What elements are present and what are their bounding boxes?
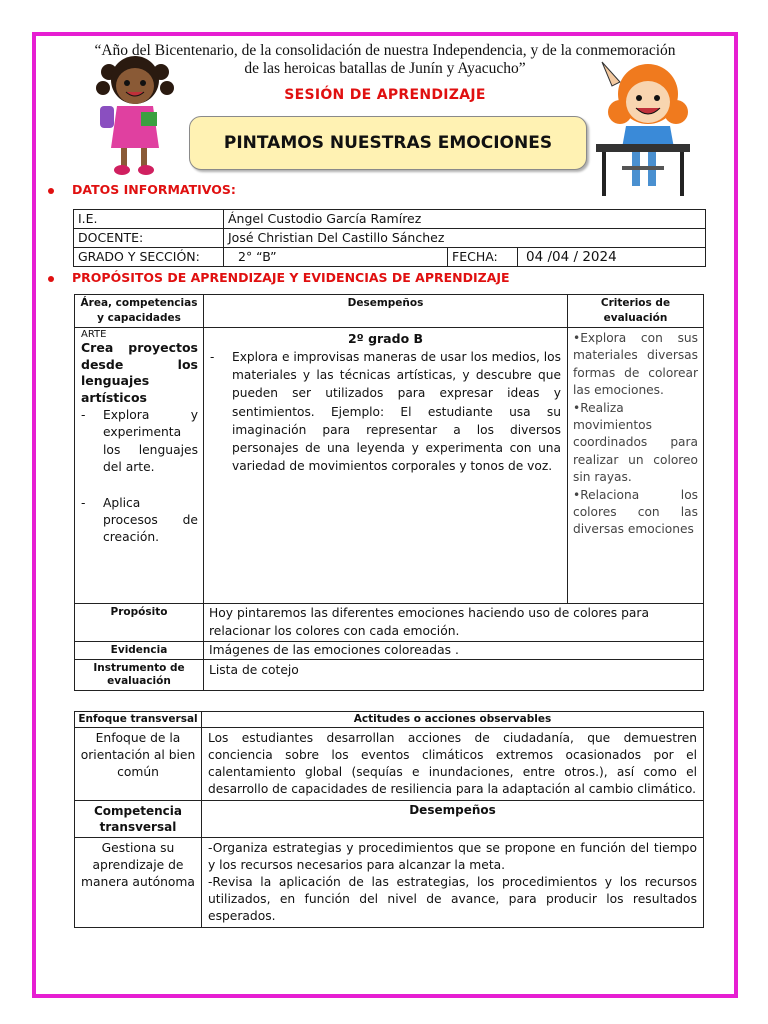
table-row <box>74 248 706 267</box>
header-enfoque: Enfoque transversal <box>75 712 202 728</box>
criterio-item: •Explora con sus materiales diversas formas de colorear las emociones. <box>573 331 698 398</box>
criterios-cell <box>568 328 704 604</box>
instrumento-value: Lista de cotejo <box>204 660 704 691</box>
header-desempenos: Desempeños <box>204 295 568 328</box>
table-header-row <box>75 712 704 728</box>
table-row <box>74 229 706 248</box>
desempeno-item: -Organiza estrategias y procedimientos que se propone en función del tiempo y los recursos necesarios para alcanzar la meta. <box>208 841 697 872</box>
fecha-label: FECHA: <box>448 248 518 267</box>
criterio-item: •Realiza movimientos coordinados para realizar un coloreo sin rayas. <box>573 400 698 485</box>
lesson-title: PINTAMOS NUESTRAS EMOCIONES <box>223 133 553 153</box>
table-row <box>75 660 704 691</box>
proposito-label: Propósito <box>75 604 204 642</box>
section-datos-informativos <box>48 182 236 197</box>
table-row <box>75 801 704 838</box>
header-criterios: Criterios de evaluación <box>568 295 704 328</box>
instrumento-label: Instrumento de evaluación <box>75 660 204 691</box>
table-row <box>75 642 704 660</box>
learning-purposes-table <box>74 294 704 691</box>
fecha-value: 04 /04 / 2024 <box>518 248 706 267</box>
desempeno-cell <box>204 328 568 604</box>
header-competencia: Competencia transversal <box>75 801 202 838</box>
docente-value: José Christian Del Castillo Sánchez <box>224 229 706 248</box>
table-row <box>75 728 704 801</box>
grado-value: 2° “B” <box>224 248 448 267</box>
area-cell <box>75 328 204 604</box>
table-row <box>75 328 704 604</box>
lesson-title-box <box>189 116 587 170</box>
docente-label: DOCENTE: <box>74 229 224 248</box>
enfoque-value: Enfoque de la orientación al bien común <box>75 728 202 801</box>
session-title: SESIÓN DE APRENDIZAJE <box>284 87 486 103</box>
ie-value: Ángel Custodio García Ramírez <box>224 210 706 229</box>
criterio-item: •Relaciona los colores con las diversas emociones <box>573 487 698 537</box>
competencia-value: Gestiona su aprendizaje de manera autónoma <box>75 838 202 928</box>
desempeno-item: -Revisa la aplicación de las estrategias, los procedimientos y los recursos utilizados, en función del nivel de avance, para producir los resultados esperados. <box>208 875 697 923</box>
grado-label: GRADO Y SECCIÓN: <box>74 248 224 267</box>
header-area: Área, competencias y capacidades <box>75 295 204 328</box>
table-row <box>74 210 706 229</box>
evidencia-value: Imágenes de las emociones coloreadas . <box>204 642 704 660</box>
proposito-value: Hoy pintaremos las diferentes emociones haciendo uso de colores para relacionar los colores con cada emoción. <box>204 604 704 642</box>
capacidad-item: - Aplica procesos de creación. <box>81 495 198 547</box>
competencia: Crea proyectos desde los lenguajes artísticos <box>81 340 198 405</box>
table-row <box>75 838 704 928</box>
header-desempenos: Desempeños <box>202 801 704 838</box>
actitudes-value: Los estudiantes desarrollan acciones de ciudadanía, que demuestren conciencia sobre los eventos climáticos extremos ocasionados por el calentamiento global (sequías e inundaciones, entre otros.), así como el desarrollo de capacidades de resiliencia para la adaptación al cambio climático. <box>202 728 704 801</box>
section-propositos <box>48 270 510 285</box>
quote-line-2: de las heroicas batallas de Junín y Ayacucho” <box>244 60 526 77</box>
desempeno-text: Explora e improvisas maneras de usar los medios, los materiales y las técnicas artísticas, y descubre que pueden ser utilizados para expresar ideas y sentimientos. Ejemplo: El estudiante usa su imaginación para representar a los diversos personajes de una leyenda y experimenta con una variedad de movimientos corporales y tonos de voz. <box>232 350 561 474</box>
capacidad-text: Aplica procesos de creación. <box>103 495 198 545</box>
capacidad-item: - Explora y experimenta los lenguajes del arte. <box>81 407 198 477</box>
area-label: ARTE <box>81 329 107 340</box>
transversal-table <box>74 711 704 928</box>
bullet-icon <box>48 276 54 282</box>
capacidad-text: Explora y experimenta los lenguajes del arte. <box>103 408 198 475</box>
header-quote <box>90 42 680 78</box>
desempenos-cell <box>202 838 704 928</box>
evidencia-label: Evidencia <box>75 642 204 660</box>
quote-line-1: “Año del Bicentenario, de la consolidación de nuestra Independencia, y de la conmemoración <box>94 42 676 59</box>
bullet-icon <box>48 188 54 194</box>
header-actitudes: Actitudes o acciones observables <box>202 712 704 728</box>
info-table <box>73 209 706 267</box>
table-row <box>75 604 704 642</box>
section-title: PROPÓSITOS DE APRENDIZAJE Y EVIDENCIAS DE APRENDIZAJE <box>72 270 510 285</box>
desempeno-item: - Explora e improvisas maneras de usar los medios, los materiales y las técnicas artísticas, y descubre que pueden ser utilizados para expresar ideas y sentimientos. Ejemplo: El estudiante usa su imaginación para representar a los diversos personajes de una leyenda y experimenta con una variedad de movimientos corporales y tonos de voz. <box>210 348 561 475</box>
grade-heading: 2º grado B <box>347 331 424 346</box>
section-title: DATOS INFORMATIVOS: <box>72 182 236 197</box>
table-header-row <box>75 295 704 328</box>
ie-label: I.E. <box>74 210 224 229</box>
